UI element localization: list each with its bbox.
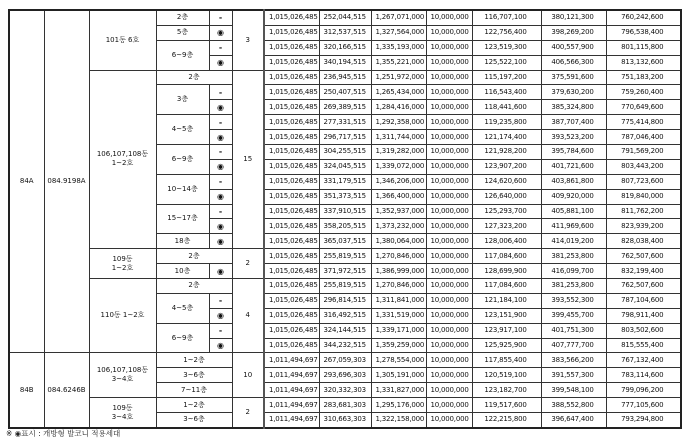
value-cell: 255,819,515	[319, 279, 371, 294]
value-cell: 267,059,303	[319, 353, 371, 368]
closed-balcony-mark: -	[209, 115, 232, 130]
block-name-cell: 106,107,108동 1~2호	[89, 70, 156, 249]
value-cell: 115,197,200	[472, 70, 541, 85]
value-cell: 1,292,358,000	[371, 115, 426, 130]
value-cell: 10,000,000	[426, 40, 472, 55]
value-cell: 1,015,026,485	[264, 234, 319, 249]
value-cell: 331,179,515	[319, 174, 371, 189]
value-cell: 1,015,026,485	[264, 85, 319, 100]
value-cell: 387,707,400	[541, 115, 606, 130]
value-cell: 340,194,515	[319, 55, 371, 70]
value-cell: 1,270,846,000	[371, 279, 426, 294]
value-cell: 1,015,026,485	[264, 159, 319, 174]
value-cell: 125,925,900	[472, 338, 541, 353]
value-cell: 1,380,064,000	[371, 234, 426, 249]
value-cell: 783,114,600	[606, 368, 681, 383]
floor-cell: 3~6층	[156, 413, 232, 428]
open-balcony-icon: ◉	[209, 219, 232, 234]
value-cell: 381,253,800	[541, 249, 606, 264]
value-cell: 1,335,193,000	[371, 40, 426, 55]
value-cell: 1,015,026,485	[264, 100, 319, 115]
floor-cell: 3~6층	[156, 368, 232, 383]
value-cell: 371,972,515	[319, 264, 371, 279]
value-cell: 117,084,600	[472, 249, 541, 264]
value-cell: 1,015,026,485	[264, 308, 319, 323]
closed-balcony-mark: -	[209, 204, 232, 219]
value-cell: 119,235,800	[472, 115, 541, 130]
value-cell: 1,267,071,000	[371, 10, 426, 25]
value-cell: 255,819,515	[319, 249, 371, 264]
value-cell: 1,015,026,485	[264, 249, 319, 264]
value-cell: 125,522,100	[472, 55, 541, 70]
unit-count-cell: 3	[232, 10, 264, 70]
value-cell: 1,327,564,000	[371, 25, 426, 40]
open-balcony-icon: ◉	[209, 130, 232, 145]
closed-balcony-mark: -	[209, 323, 232, 338]
value-cell: 823,939,200	[606, 219, 681, 234]
closed-balcony-mark: -	[209, 145, 232, 160]
value-cell: 10,000,000	[426, 264, 472, 279]
open-balcony-icon: ◉	[209, 100, 232, 115]
value-cell: 10,000,000	[426, 130, 472, 145]
table-row	[9, 70, 681, 85]
value-cell: 121,174,400	[472, 130, 541, 145]
closed-balcony-mark: -	[209, 85, 232, 100]
value-cell: 1,373,232,000	[371, 219, 426, 234]
unit-area-cell: 084.6246B	[44, 353, 89, 428]
value-cell: 10,000,000	[426, 383, 472, 398]
floor-cell: 2층	[156, 10, 209, 25]
unit-count-cell: 4	[232, 279, 264, 353]
block-name-cell: 110동 1~2호	[89, 279, 156, 353]
floor-cell: 18층	[156, 234, 209, 249]
value-cell: 1,284,416,000	[371, 100, 426, 115]
value-cell: 759,260,400	[606, 85, 681, 100]
value-cell: 401,751,300	[541, 323, 606, 338]
value-cell: 411,969,600	[541, 219, 606, 234]
value-cell: 375,591,600	[541, 70, 606, 85]
value-cell: 1,331,519,000	[371, 308, 426, 323]
value-cell: 775,414,800	[606, 115, 681, 130]
value-cell: 1,331,827,000	[371, 383, 426, 398]
floor-cell: 6~9층	[156, 323, 209, 353]
floor-cell: 15~17층	[156, 204, 209, 234]
table-row	[9, 279, 681, 294]
value-cell: 1,011,494,697	[264, 398, 319, 413]
value-cell: 10,000,000	[426, 159, 472, 174]
price-table	[8, 9, 682, 429]
value-cell: 762,507,600	[606, 279, 681, 294]
value-cell: 401,721,600	[541, 159, 606, 174]
value-cell: 310,663,303	[319, 413, 371, 428]
value-cell: 10,000,000	[426, 174, 472, 189]
table-row	[9, 353, 681, 368]
table-row	[9, 398, 681, 413]
value-cell: 126,640,000	[472, 189, 541, 204]
value-cell: 1,011,494,697	[264, 368, 319, 383]
floor-cell: 10층	[156, 264, 209, 279]
value-cell: 10,000,000	[426, 70, 472, 85]
value-cell: 751,183,200	[606, 70, 681, 85]
value-cell: 10,000,000	[426, 189, 472, 204]
value-cell: 120,519,100	[472, 368, 541, 383]
value-cell: 1,311,744,000	[371, 130, 426, 145]
value-cell: 791,569,200	[606, 145, 681, 160]
value-cell: 398,269,200	[541, 25, 606, 40]
value-cell: 832,199,400	[606, 264, 681, 279]
floor-cell: 5층	[156, 25, 209, 40]
value-cell: 787,104,600	[606, 293, 681, 308]
block-name-cell: 109동 1~2호	[89, 249, 156, 279]
value-cell: 320,332,303	[319, 383, 371, 398]
value-cell: 1,015,026,485	[264, 174, 319, 189]
value-cell: 10,000,000	[426, 323, 472, 338]
value-cell: 813,132,600	[606, 55, 681, 70]
value-cell: 1,366,400,000	[371, 189, 426, 204]
value-cell: 1,015,026,485	[264, 219, 319, 234]
value-cell: 409,920,000	[541, 189, 606, 204]
value-cell: 1,015,026,485	[264, 279, 319, 294]
closed-balcony-mark: -	[209, 40, 232, 55]
floor-cell: 4~5층	[156, 293, 209, 323]
value-cell: 1,386,999,000	[371, 264, 426, 279]
unit-count-cell: 2	[232, 249, 264, 279]
value-cell: 365,037,515	[319, 234, 371, 249]
value-cell: 10,000,000	[426, 398, 472, 413]
floor-cell: 2층	[156, 70, 232, 85]
value-cell: 807,723,600	[606, 174, 681, 189]
floor-cell: 4~5층	[156, 115, 209, 145]
value-cell: 828,038,400	[606, 234, 681, 249]
unit-count-cell: 2	[232, 398, 264, 428]
value-cell: 123,907,200	[472, 159, 541, 174]
value-cell: 383,566,200	[541, 353, 606, 368]
unit-area-cell: 084.9198A	[44, 10, 89, 353]
value-cell: 395,784,600	[541, 145, 606, 160]
value-cell: 796,538,400	[606, 25, 681, 40]
value-cell: 1,015,026,485	[264, 25, 319, 40]
value-cell: 1,015,026,485	[264, 130, 319, 145]
value-cell: 10,000,000	[426, 338, 472, 353]
value-cell: 762,507,600	[606, 249, 681, 264]
value-cell: 124,620,600	[472, 174, 541, 189]
open-balcony-icon: ◉	[209, 264, 232, 279]
value-cell: 1,339,171,000	[371, 323, 426, 338]
value-cell: 799,096,200	[606, 383, 681, 398]
value-cell: 777,105,600	[606, 398, 681, 413]
value-cell: 767,132,400	[606, 353, 681, 368]
value-cell: 10,000,000	[426, 308, 472, 323]
block-name-cell: 101동 6호	[89, 10, 156, 70]
open-balcony-icon: ◉	[209, 159, 232, 174]
value-cell: 391,557,300	[541, 368, 606, 383]
value-cell: 379,630,200	[541, 85, 606, 100]
value-cell: 1,015,026,485	[264, 204, 319, 219]
value-cell: 320,166,515	[319, 40, 371, 55]
open-balcony-icon: ◉	[209, 55, 232, 70]
value-cell: 293,696,303	[319, 368, 371, 383]
value-cell: 400,557,900	[541, 40, 606, 55]
value-cell: 1,355,221,000	[371, 55, 426, 70]
value-cell: 1,251,972,000	[371, 70, 426, 85]
floor-cell: 2층	[156, 249, 232, 264]
value-cell: 1,322,158,000	[371, 413, 426, 428]
value-cell: 283,681,303	[319, 398, 371, 413]
unit-count-cell: 15	[232, 70, 264, 249]
value-cell: 385,324,800	[541, 100, 606, 115]
floor-cell: 10~14층	[156, 174, 209, 204]
value-cell: 236,945,515	[319, 70, 371, 85]
open-balcony-icon: ◉	[209, 25, 232, 40]
value-cell: 770,649,600	[606, 100, 681, 115]
unit-type-cell: 84B	[9, 353, 44, 428]
value-cell: 250,407,515	[319, 85, 371, 100]
value-cell: 344,232,515	[319, 338, 371, 353]
value-cell: 123,519,300	[472, 40, 541, 55]
value-cell: 1,015,026,485	[264, 145, 319, 160]
value-cell: 1,015,026,485	[264, 70, 319, 85]
value-cell: 10,000,000	[426, 413, 472, 428]
value-cell: 1,319,282,000	[371, 145, 426, 160]
value-cell: 123,151,900	[472, 308, 541, 323]
price-table-body	[9, 10, 681, 428]
value-cell: 10,000,000	[426, 219, 472, 234]
unit-type-cell: 84A	[9, 10, 44, 353]
value-cell: 316,492,515	[319, 308, 371, 323]
floor-cell: 3층	[156, 85, 209, 115]
value-cell: 793,294,800	[606, 413, 681, 428]
value-cell: 10,000,000	[426, 25, 472, 40]
value-cell: 10,000,000	[426, 115, 472, 130]
value-cell: 117,084,600	[472, 279, 541, 294]
value-cell: 10,000,000	[426, 204, 472, 219]
value-cell: 760,242,600	[606, 10, 681, 25]
value-cell: 1,015,026,485	[264, 293, 319, 308]
value-cell: 381,253,800	[541, 279, 606, 294]
value-cell: 1,015,026,485	[264, 338, 319, 353]
floor-cell: 2층	[156, 279, 232, 294]
table-row	[9, 249, 681, 264]
floor-cell: 1~2층	[156, 398, 232, 413]
value-cell: 118,441,600	[472, 100, 541, 115]
floor-cell: 1~2층	[156, 353, 232, 368]
value-cell: 811,762,200	[606, 204, 681, 219]
value-cell: 10,000,000	[426, 85, 472, 100]
unit-count-cell: 10	[232, 353, 264, 398]
value-cell: 1,265,434,000	[371, 85, 426, 100]
value-cell: 10,000,000	[426, 10, 472, 25]
value-cell: 393,552,300	[541, 293, 606, 308]
value-cell: 405,881,100	[541, 204, 606, 219]
value-cell: 1,305,191,000	[371, 368, 426, 383]
value-cell: 403,861,800	[541, 174, 606, 189]
value-cell: 1,270,846,000	[371, 249, 426, 264]
value-cell: 337,910,515	[319, 204, 371, 219]
value-cell: 269,389,515	[319, 100, 371, 115]
value-cell: 406,566,300	[541, 55, 606, 70]
value-cell: 296,814,515	[319, 293, 371, 308]
closed-balcony-mark: -	[209, 10, 232, 25]
value-cell: 324,144,515	[319, 323, 371, 338]
value-cell: 1,015,026,485	[264, 189, 319, 204]
value-cell: 393,523,200	[541, 130, 606, 145]
floor-cell: 6~9층	[156, 40, 209, 70]
value-cell: 1,352,937,000	[371, 204, 426, 219]
value-cell: 252,044,515	[319, 10, 371, 25]
block-name-cell: 109동 3~4호	[89, 398, 156, 428]
value-cell: 10,000,000	[426, 368, 472, 383]
value-cell: 803,443,200	[606, 159, 681, 174]
value-cell: 1,311,841,000	[371, 293, 426, 308]
value-cell: 801,115,800	[606, 40, 681, 55]
value-cell: 803,502,600	[606, 323, 681, 338]
open-balcony-icon: ◉	[209, 338, 232, 353]
value-cell: 10,000,000	[426, 234, 472, 249]
value-cell: 1,359,259,000	[371, 338, 426, 353]
value-cell: 388,552,800	[541, 398, 606, 413]
value-cell: 296,717,515	[319, 130, 371, 145]
value-cell: 1,015,026,485	[264, 55, 319, 70]
value-cell: 116,543,400	[472, 85, 541, 100]
floor-cell: 6~9층	[156, 145, 209, 175]
value-cell: 396,647,400	[541, 413, 606, 428]
value-cell: 10,000,000	[426, 249, 472, 264]
value-cell: 10,000,000	[426, 55, 472, 70]
value-cell: 117,855,400	[472, 353, 541, 368]
value-cell: 1,015,026,485	[264, 323, 319, 338]
value-cell: 819,840,000	[606, 189, 681, 204]
value-cell: 125,293,700	[472, 204, 541, 219]
value-cell: 10,000,000	[426, 145, 472, 160]
value-cell: 1,011,494,697	[264, 383, 319, 398]
closed-balcony-mark: -	[209, 174, 232, 189]
value-cell: 127,323,200	[472, 219, 541, 234]
value-cell: 304,255,515	[319, 145, 371, 160]
value-cell: 1,278,554,000	[371, 353, 426, 368]
table-row	[9, 10, 681, 25]
value-cell: 123,182,700	[472, 383, 541, 398]
closed-balcony-mark: -	[209, 293, 232, 308]
value-cell: 10,000,000	[426, 293, 472, 308]
value-cell: 815,555,400	[606, 338, 681, 353]
open-balcony-icon: ◉	[209, 234, 232, 249]
value-cell: 1,015,026,485	[264, 10, 319, 25]
value-cell: 399,455,700	[541, 308, 606, 323]
value-cell: 414,019,200	[541, 234, 606, 249]
value-cell: 122,215,800	[472, 413, 541, 428]
value-cell: 787,046,400	[606, 130, 681, 145]
value-cell: 1,015,026,485	[264, 40, 319, 55]
value-cell: 123,917,100	[472, 323, 541, 338]
value-cell: 399,548,100	[541, 383, 606, 398]
open-balcony-icon: ◉	[209, 308, 232, 323]
value-cell: 122,756,400	[472, 25, 541, 40]
floor-cell: 7~11층	[156, 383, 232, 398]
value-cell: 1,339,072,000	[371, 159, 426, 174]
value-cell: 121,184,100	[472, 293, 541, 308]
block-name-cell: 106,107,108동 3~4호	[89, 353, 156, 398]
value-cell: 119,517,600	[472, 398, 541, 413]
value-cell: 1,015,026,485	[264, 264, 319, 279]
value-cell: 1,346,206,000	[371, 174, 426, 189]
open-balcony-icon: ◉	[209, 189, 232, 204]
value-cell: 128,006,400	[472, 234, 541, 249]
value-cell: 1,295,176,000	[371, 398, 426, 413]
value-cell: 1,011,494,697	[264, 353, 319, 368]
value-cell: 312,537,515	[319, 25, 371, 40]
value-cell: 416,099,700	[541, 264, 606, 279]
value-cell: 1,011,494,697	[264, 413, 319, 428]
value-cell: 121,928,200	[472, 145, 541, 160]
value-cell: 351,373,515	[319, 189, 371, 204]
value-cell: 10,000,000	[426, 279, 472, 294]
footnote: ※ ◉표시 : 개방형 발코니 적용세대	[6, 429, 121, 438]
value-cell: 380,121,300	[541, 10, 606, 25]
value-cell: 358,205,515	[319, 219, 371, 234]
value-cell: 277,331,515	[319, 115, 371, 130]
value-cell: 10,000,000	[426, 100, 472, 115]
value-cell: 324,045,515	[319, 159, 371, 174]
value-cell: 1,015,026,485	[264, 115, 319, 130]
value-cell: 798,911,400	[606, 308, 681, 323]
value-cell: 116,707,100	[472, 10, 541, 25]
value-cell: 407,777,700	[541, 338, 606, 353]
value-cell: 10,000,000	[426, 353, 472, 368]
value-cell: 128,699,900	[472, 264, 541, 279]
